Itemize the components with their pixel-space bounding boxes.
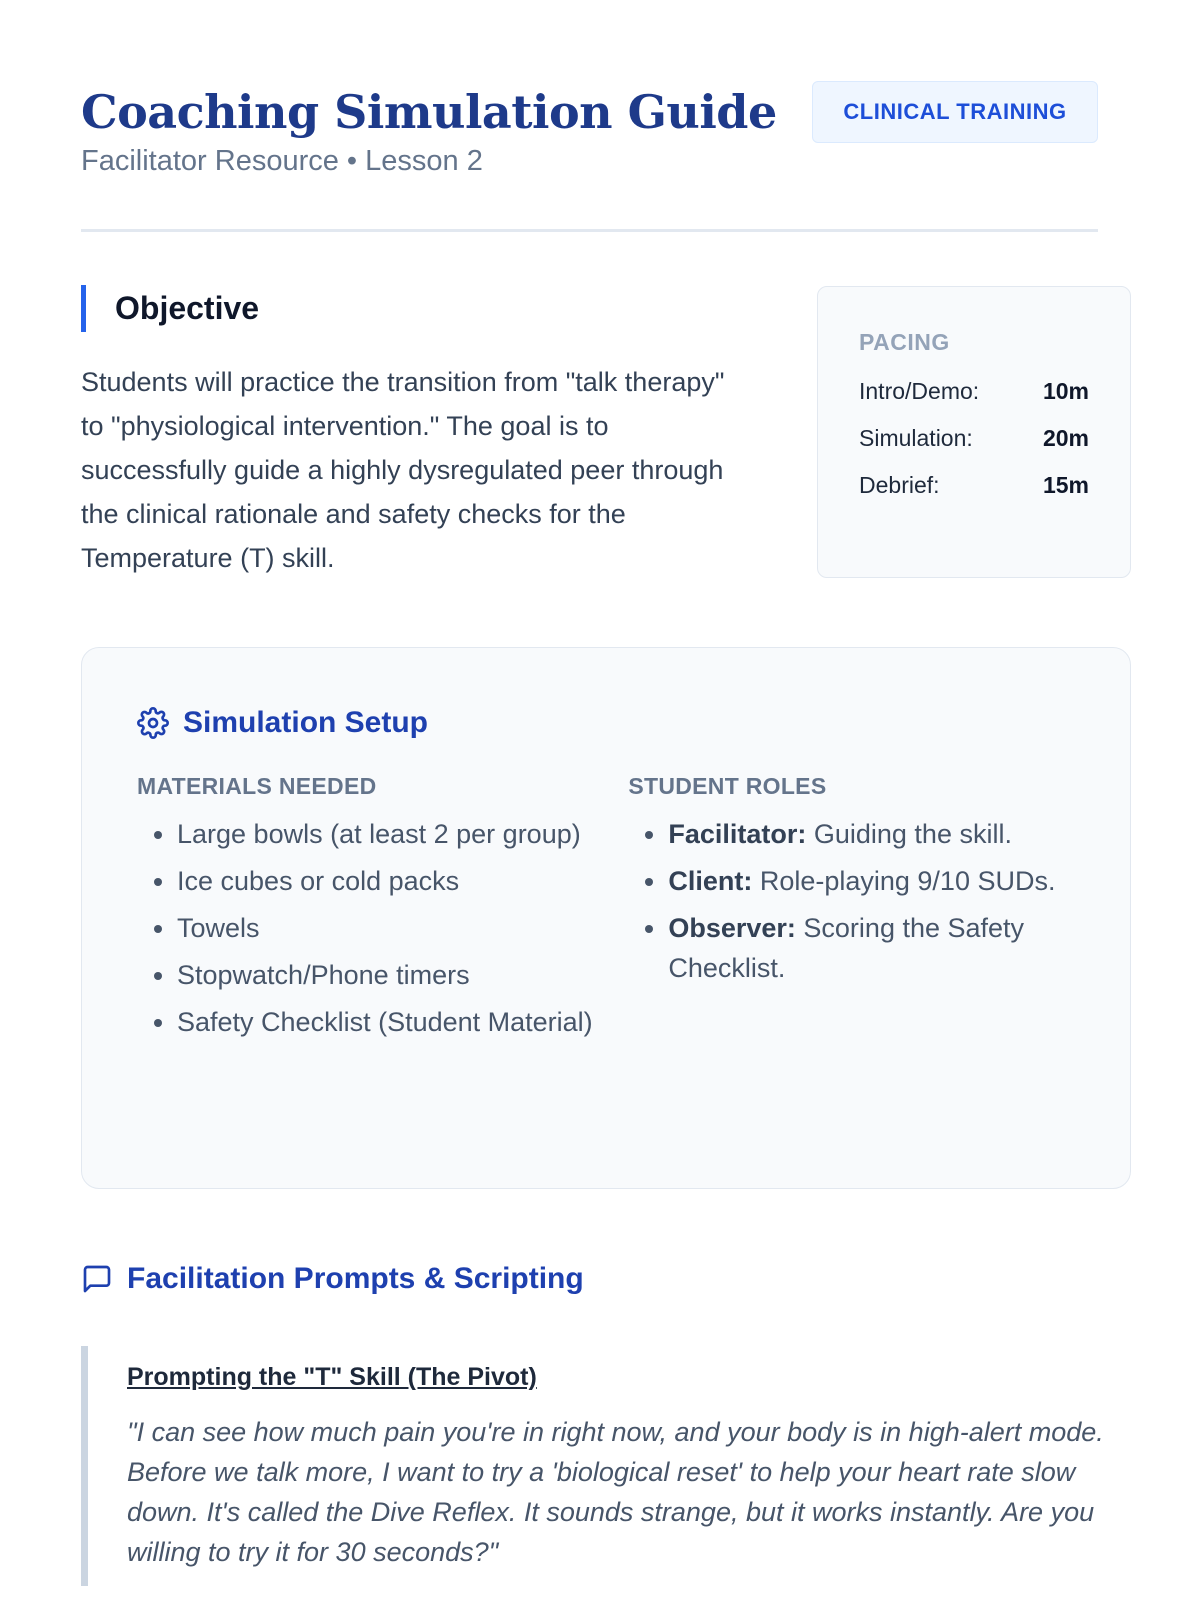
list-item bbox=[668, 814, 1075, 854]
category-badge: CLINICAL TRAINING bbox=[812, 81, 1098, 143]
pacing-value: 10m bbox=[1042, 378, 1089, 404]
role-description: Scoring the Safety Checklist. bbox=[668, 913, 1025, 983]
pacing-label: Simulation: bbox=[859, 425, 973, 451]
header-divider bbox=[81, 229, 1098, 232]
roles-column bbox=[628, 773, 1075, 1049]
objective-text: Students will practice the transition from "talk therapy" to "physiological intervention." The goal is to successfully guide a highly dysregulated peer through the clinical rationale and safety checks for the Temperature (T) skill. bbox=[81, 367, 725, 573]
materials-title: MATERIALS NEEDED bbox=[137, 773, 377, 799]
prompt-quote-block bbox=[81, 1346, 1131, 1586]
role-name: Facilitator: bbox=[668, 819, 807, 849]
list-item: • Large bowls (at least 2 per group) bbox=[177, 814, 628, 854]
facilitation-heading bbox=[81, 1259, 1131, 1299]
pacing-row bbox=[859, 415, 1089, 462]
pacing-label: Intro/Demo: bbox=[859, 378, 980, 404]
prompt-script: "I can see how much pain you're in right now, and your body is in high-alert mode. Before we talk more, I want to try a 'biological reset' to help your heart rate slow down. It's called the Dive Reflex. It sounds strange, but it works instantly. Are you willing to try it for 30 seconds?" bbox=[127, 1417, 1104, 1567]
role-name: Observer: bbox=[668, 913, 796, 943]
list-item bbox=[668, 908, 1075, 988]
pacing-value: 15m bbox=[1042, 472, 1089, 498]
pacing-card bbox=[817, 286, 1131, 578]
setup-title: Simulation Setup bbox=[183, 706, 429, 739]
setup-heading bbox=[137, 703, 1075, 743]
pacing-row bbox=[859, 368, 1089, 415]
list-item: • Safety Checklist (Student Material) bbox=[177, 1002, 628, 1042]
pacing-title: PACING bbox=[859, 329, 950, 355]
list-item bbox=[668, 861, 1075, 901]
setup-columns bbox=[137, 773, 1075, 1049]
objective-heading: Objective bbox=[81, 285, 741, 332]
facilitation-title: Facilitation Prompts & Scripting bbox=[127, 1262, 584, 1295]
page-title: Coaching Simulation Guide bbox=[81, 85, 777, 139]
objective-section bbox=[81, 285, 741, 580]
role-description: Guiding the skill. bbox=[806, 819, 1012, 849]
materials-list bbox=[137, 814, 628, 1042]
materials-column bbox=[137, 773, 628, 1049]
roles-list bbox=[628, 814, 1075, 988]
list-item: • Ice cubes or cold packs bbox=[177, 861, 628, 901]
roles-title: STUDENT ROLES bbox=[628, 773, 827, 799]
simulation-setup-card bbox=[81, 647, 1131, 1189]
list-item: • Stopwatch/Phone timers bbox=[177, 955, 628, 995]
list-item: • Towels bbox=[177, 908, 628, 948]
gear-icon bbox=[137, 707, 169, 739]
page-subtitle: Facilitator Resource • Lesson 2 bbox=[81, 145, 483, 177]
pacing-label: Debrief: bbox=[859, 472, 940, 498]
page-header bbox=[81, 0, 1098, 228]
prompt-heading: Prompting the "T" Skill (The Pivot) bbox=[127, 1363, 537, 1391]
pacing-value: 20m bbox=[1042, 425, 1089, 451]
role-name: Client: bbox=[668, 866, 753, 896]
chat-bubble-icon bbox=[81, 1263, 113, 1295]
facilitation-section bbox=[81, 1259, 1131, 1586]
role-description: Role-playing 9/10 SUDs. bbox=[752, 866, 1056, 896]
pacing-row bbox=[859, 462, 1089, 509]
